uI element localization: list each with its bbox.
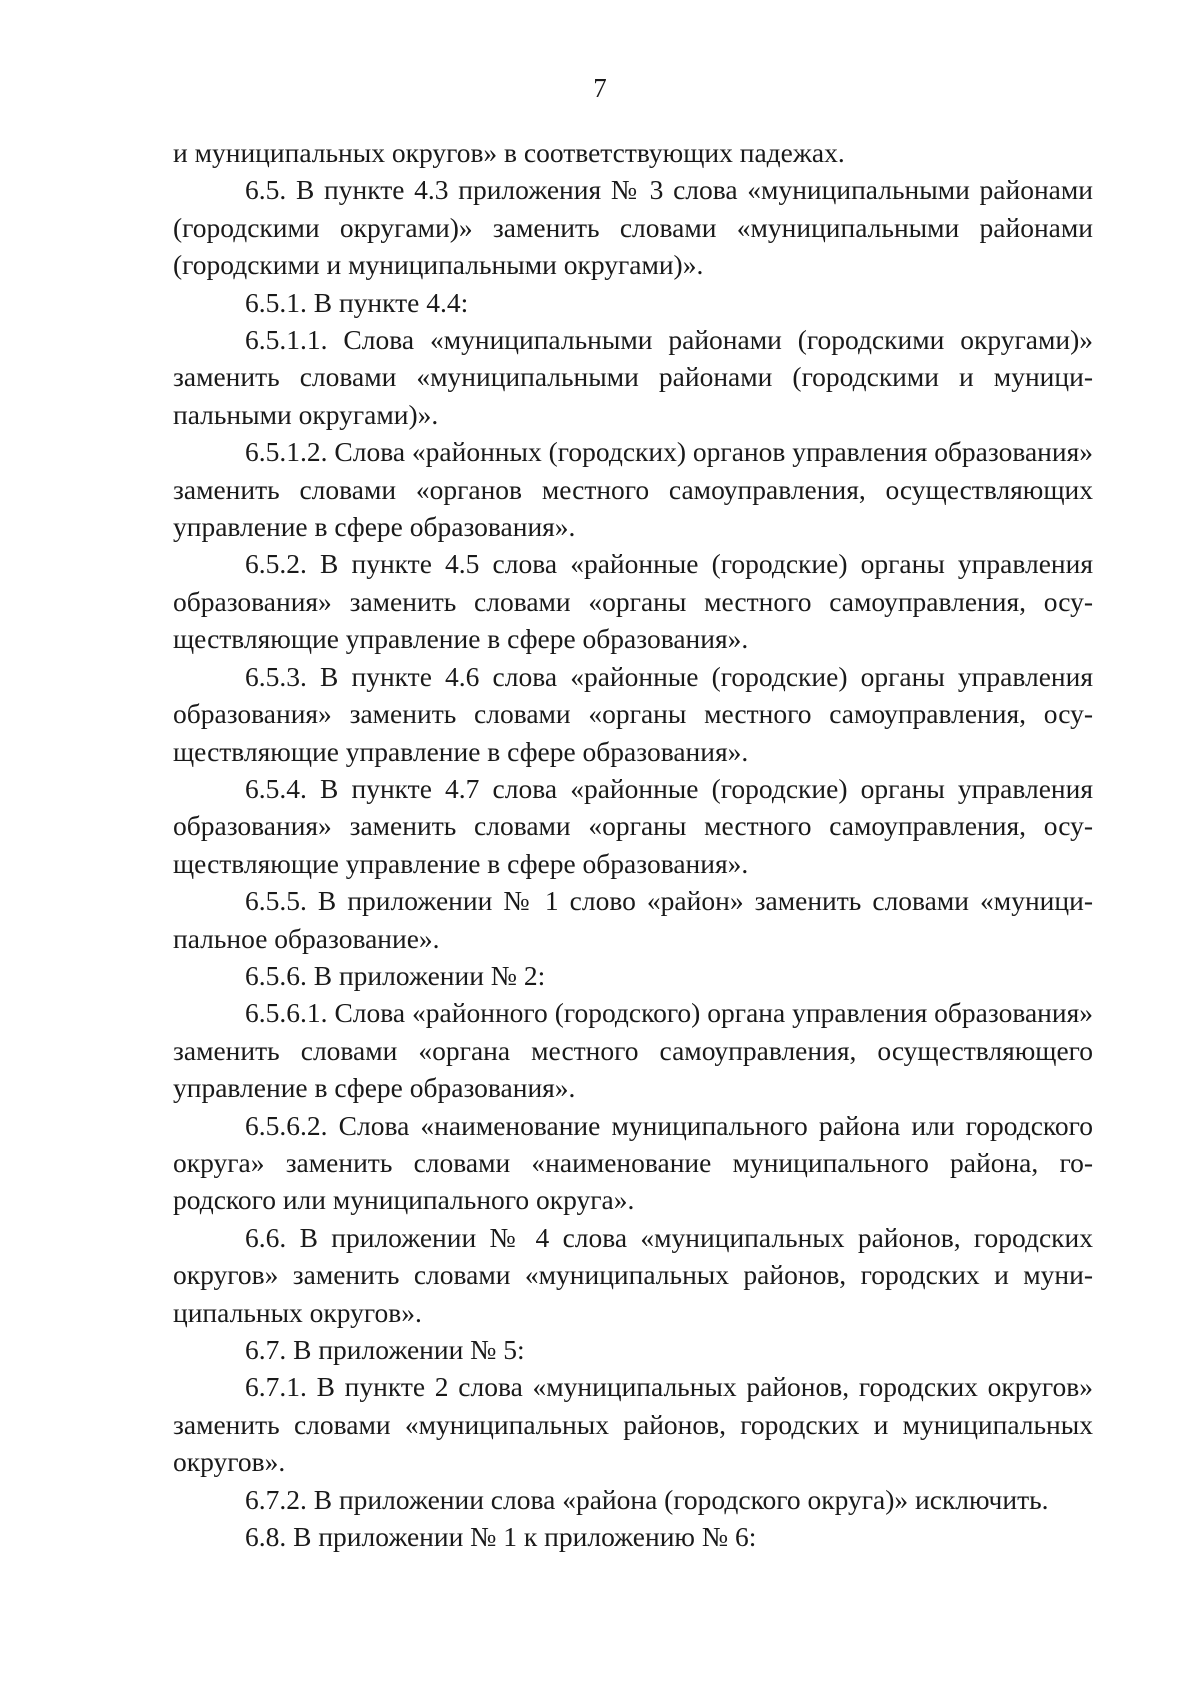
paragraph: 6.5.1.1. Слова «муниципальными районами (городскими округами)» заменить словами «муниципальными районами (городскими и муниципальными округами)».	[173, 324, 1093, 430]
paragraph: 6.5.4. В пункте 4.7 слова «районные (городские) органы управления образования» заменить словами «органы местного самоуправления, осуществляющие управление в сфере образования».	[173, 772, 1093, 879]
paragraph: 6.5.1.2. Слова «районных (городских) органов управления образования» заменить словами «органов местного самоуправления, осуществляющих управление в сфере образования».	[173, 436, 1093, 543]
paragraph: 6.5. В пункте 4.3 приложения № 3 слова «муниципальными районами (городскими округами)» заменить словами «муниципальными районами (городскими и муниципальными округами)».	[173, 174, 1093, 281]
paragraph: 6.5.6.1. Слова «районного (городского) органа управления образования» заменить словами «органа местного самоуправления, осуществляющего управление в сфере образования».	[173, 997, 1093, 1104]
paragraph: 6.5.6. В приложении № 2:	[245, 959, 546, 991]
paragraph: 6.5.1. В пункте 4.4:	[245, 286, 469, 318]
paragraph: 6.5.3. В пункте 4.6 слова «районные (городские) органы управления образования» заменить словами «органы местного самоуправления, осуществляющие управление в сфере образования».	[173, 660, 1093, 767]
paragraph: 6.7. В приложении № 5:	[245, 1334, 525, 1365]
paragraph: 6.5.5. В приложении № 1 слово «район» заменить словами «муниципальное образование».	[173, 885, 1093, 954]
paragraph: 6.8. В приложении № 1 к приложению № 6:	[245, 1521, 757, 1553]
paragraph: 6.5.6.2. Слова «наименование муниципального района или городского округа» заменить словами «наименование муниципального района, городского или муниципального округа».	[173, 1109, 1093, 1216]
document-body	[173, 134, 1093, 1555]
page-number: 7	[593, 73, 607, 103]
paragraph: 6.5.2. В пункте 4.5 слова «районные (городские) органы управления образования» заменить словами «органы местного самоуправления, осуществляющие управление в сфере образования».	[173, 548, 1093, 655]
paragraph: 6.7.1. В пункте 2 слова «муниципальных районов, городских округов» заменить словами «муниципальных районов, городских и муниципальных округов».	[173, 1371, 1093, 1478]
paragraph: и муниципальных округов» в соответствующих падежах.	[173, 137, 845, 168]
paragraph: 6.7.2. В приложении слова «района (городского округа)» исключить.	[245, 1483, 1049, 1515]
paragraph: 6.6. В приложении № 4 слова «муниципальных районов, городских округов» заменить словами «муниципальных районов, городских и муниципальных округов».	[173, 1221, 1093, 1328]
